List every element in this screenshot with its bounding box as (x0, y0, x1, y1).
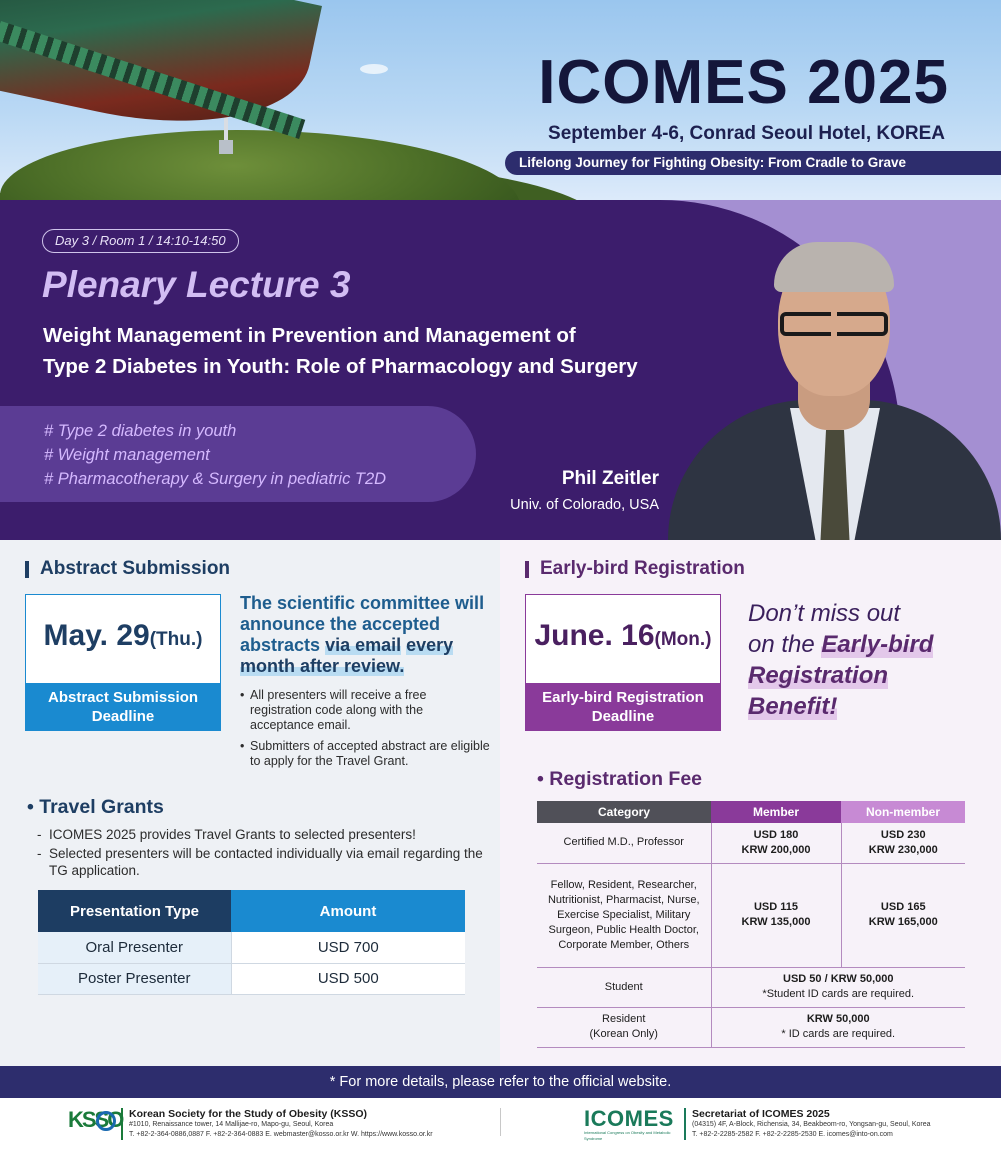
category-cell (537, 1007, 711, 1047)
category-cell: Certified M.D., Professor (537, 823, 711, 863)
date-value: May. 29 (43, 619, 150, 652)
website-notice: * For more details, please refer to the official website. (0, 1066, 1001, 1098)
table-row (537, 967, 965, 1007)
date-value: June. 16 (534, 619, 655, 652)
secretariat-address: (04315) 4F, A-Block, Richensia, 34, Beakbeom-ro, Yongsan-gu, Seoul, Korea (692, 1121, 931, 1128)
table-row (537, 1007, 965, 1047)
fee-usd: USD 165 (880, 901, 926, 913)
early-bird-deadline-date (526, 619, 720, 653)
abstract-deadline-label (26, 683, 220, 730)
label-line: Abstract Submission (47, 689, 199, 706)
nonmember-fee-cell (841, 863, 965, 967)
icomes-logo-subtitle: International Congress on Obesity and Metabolic Syndrome (584, 1130, 671, 1141)
event-tagline: Lifelong Journey for Fighting Obesity: From Cradle to Grave (505, 151, 1001, 175)
student-fee-cell (711, 967, 965, 1007)
speaker-name: Phil Zeitler (561, 468, 659, 489)
promo-line (748, 691, 988, 722)
ksso-logo-ring-icon (96, 1111, 116, 1131)
label-line: Deadline (591, 708, 655, 725)
event-subtitle: September 4-6, Conrad Seoul Hotel, KOREA (548, 123, 945, 144)
ksso-name: Korean Society for the Study of Obesity (KSSO) (129, 1108, 368, 1120)
category-line: Resident (602, 1013, 646, 1025)
lecture-hero (0, 200, 1001, 540)
fee-usd: USD 230 (880, 828, 926, 841)
promo-text: on the (748, 631, 815, 658)
fee-note: * ID cards are required. (781, 1028, 896, 1040)
lecture-topic (43, 320, 743, 382)
resident-fee-cell (711, 1007, 965, 1047)
header-banner (0, 0, 1001, 200)
promo-highlight: Early-bird (821, 631, 934, 658)
table-header-row (537, 801, 965, 823)
session-badge: Day 3 / Room 1 / 14:10-14:50 (42, 229, 239, 253)
travel-grants-table (38, 890, 465, 995)
abstract-deadline-card (25, 594, 221, 731)
bullet-item: • All presenters will receive a free registration code along with the acceptance email. (240, 688, 490, 733)
event-title: ICOMES 2025 (538, 48, 949, 117)
fee-amount: KRW 50,000 (806, 1013, 870, 1025)
ksso-info (121, 1108, 433, 1140)
ksso-logo (68, 1107, 123, 1137)
presentation-type-cell: Poster Presenter (38, 963, 231, 994)
fee-krw: KRW 135,000 (741, 916, 811, 928)
table-row (537, 823, 965, 863)
promo-line (748, 660, 988, 691)
footer (0, 1098, 1001, 1149)
fee-note: *Student ID cards are required. (762, 988, 915, 1000)
table-row (537, 863, 965, 967)
promo-line (748, 629, 988, 660)
bullet-item: • Submitters of accepted abstract are eligible to apply for the Travel Grant. (240, 739, 490, 769)
label-line: Deadline (91, 708, 155, 725)
member-fee-cell (711, 863, 841, 967)
lecture-topic-line: Type 2 Diabetes in Youth: Role of Pharmacology and Surgery (43, 355, 638, 378)
ksso-contact: T. +82-2-364-0886,0887 F. +82-2-364-0883 E. webmaster@kosso.or.kr W. https://www.kosso.or.kr (129, 1131, 433, 1138)
footer-divider (500, 1108, 501, 1136)
seoul-tower-base (219, 140, 233, 154)
label-line: Early-bird Registration (542, 689, 704, 706)
column-header-type: Presentation Type (38, 890, 231, 932)
table-row (38, 963, 465, 994)
registration-fee-heading: • Registration Fee (537, 768, 703, 790)
ksso-logo-text: KSSO (68, 1107, 123, 1132)
namsan-hill-image (0, 130, 520, 200)
column-header-member: Member (711, 801, 841, 823)
announcement-text: The scientific committee will announce the accepted abstracts (240, 593, 485, 655)
registration-fee-table (537, 801, 965, 1048)
speaker-hair (774, 242, 894, 292)
fee-amount: USD 50 / KRW 50,000 (783, 973, 894, 985)
speaker-photo (668, 240, 1001, 540)
table-header-row (38, 890, 465, 932)
travel-grants-heading: • Travel Grants (27, 796, 164, 818)
secretariat-info (684, 1108, 931, 1140)
announcement-highlight: every month after review. (240, 635, 454, 676)
announcement-highlight: via email (325, 635, 402, 655)
promo-line: Don’t miss out (748, 600, 901, 627)
early-bird-heading: Early-bird Registration (525, 558, 745, 580)
secretariat-name: Secretariat of ICOMES 2025 (692, 1108, 830, 1120)
date-weekday: (Thu.) (149, 629, 203, 650)
category-cell: Fellow, Resident, Researcher, Nutritionist, Pharmacist, Nurse, Exercise Specialist, Military Surgeon, Public Health Doctor, Corporate Member, Others (537, 863, 711, 967)
lecture-title: Plenary Lecture 3 (42, 264, 351, 305)
date-weekday: (Mon.) (654, 629, 712, 650)
category-cell: Student (537, 967, 711, 1007)
icomes-logo-text: ICOMES (584, 1106, 674, 1131)
abstract-deadline-date (26, 619, 220, 653)
nonmember-fee-cell (841, 823, 965, 863)
lecture-topic-line: Weight Management in Prevention and Management of (43, 324, 576, 347)
speaker-affiliation: Univ. of Colorado, USA (510, 497, 659, 513)
table-row (38, 932, 465, 963)
presentation-type-cell: Oral Presenter (38, 932, 231, 963)
amount-cell: USD 500 (231, 963, 465, 994)
early-bird-deadline-label (526, 683, 720, 730)
cloud-decoration (360, 64, 388, 74)
promo-highlight: Benefit! (748, 693, 838, 720)
member-fee-cell (711, 823, 841, 863)
amount-cell: USD 700 (231, 932, 465, 963)
secretariat-contact: T. +82-2-2285-2582 F. +82-2-2285-2530 E. icomes@into-on.com (692, 1131, 893, 1138)
topic-tag: # Pharmacotherapy & Surgery in pediatric T2D (44, 470, 387, 488)
abstract-announcement (240, 593, 490, 677)
early-bird-deadline-card (525, 594, 721, 731)
travel-grants-line: - Selected presenters will be contacted individually via email regarding the TG application. (37, 845, 487, 879)
topic-tags (44, 419, 386, 491)
travel-grants-description (37, 826, 487, 881)
icomes-logo (584, 1106, 680, 1141)
topic-tag: # Weight management (44, 446, 210, 464)
abstract-heading: Abstract Submission (25, 558, 230, 580)
column-header-category: Category (537, 801, 711, 823)
early-bird-promo (748, 598, 988, 722)
abstract-bullets (240, 688, 490, 775)
fee-krw: KRW 165,000 (868, 916, 938, 928)
fee-usd: USD 115 (753, 901, 799, 913)
fee-krw: KRW 230,000 (868, 843, 938, 856)
topic-tag: # Type 2 diabetes in youth (44, 422, 237, 440)
fee-usd: USD 180 (753, 828, 799, 841)
ksso-address: #1010, Renaissance tower, 14 Mallijae-ro, Mapo-gu, Seoul, Korea (129, 1121, 334, 1128)
column-header-amount: Amount (231, 890, 465, 932)
category-line: (Korean Only) (589, 1028, 658, 1040)
travel-grants-line: - ICOMES 2025 provides Travel Grants to selected presenters! (37, 826, 487, 843)
fee-krw: KRW 200,000 (741, 843, 811, 856)
promo-highlight: Registration (748, 662, 889, 689)
column-header-nonmember: Non-member (841, 801, 965, 823)
glasses-icon (780, 312, 888, 336)
